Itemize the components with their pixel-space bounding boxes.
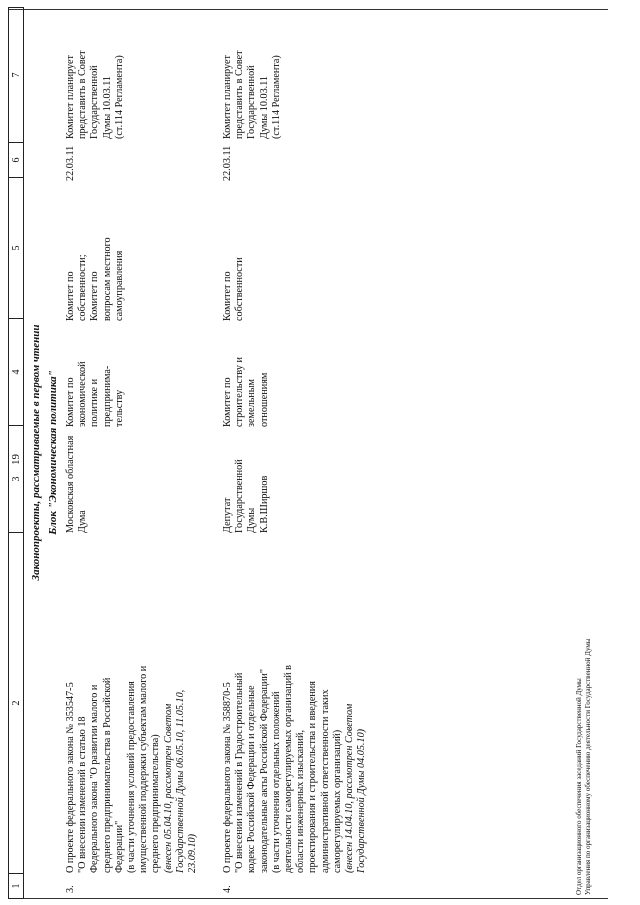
desc-line: О проекте федерального закона № 358870-5 [222,682,233,873]
row-4-description [222,533,368,873]
footer-line: Отдел организационного обеспечения заседаний Государственной Думы [575,678,583,895]
remark-line: Государственной [246,65,258,139]
author-line: Депутат [222,497,233,533]
desc-line: среднего предпринимательства в Российской [101,677,113,873]
remark-line: (ст.114 Регламента) [113,55,125,139]
row-4-co-executors [222,181,246,321]
responsible-line: отношениям [258,372,270,427]
responsible-line: Комитет по [222,377,233,427]
responsible-line: политике и [89,378,101,427]
responsible-line: строительству и [234,357,246,427]
desc-line: (в части уточнения условий предоставления [126,681,138,873]
author-line: Дума [77,510,89,533]
responsible-line: тельству [113,389,125,427]
note-line: 23.09.10) [187,833,199,873]
row-3-date: 22.03.11 [65,145,76,181]
note-line: Государственной Думы 04.05.10) [356,728,368,873]
responsible-line: земельным [246,379,258,427]
author-line: Государственной [234,459,246,533]
desc-line: "О внесении изменений в Градостроительный [234,672,246,873]
footer-line: Управления по организационному обеспечению деятельности Государственной Думы [584,638,592,895]
desc-line: О проекте федерального закона № 353547-5 [65,682,76,873]
row-4-number: 4. [222,885,233,893]
responsible-line: предпринима- [101,365,113,427]
remark-line: Думы 10.03.11 [258,75,270,139]
row-3-responsible-committee [65,321,126,427]
author-line: К.В.Ширшов [258,475,270,533]
row-4-responsible-committee [222,321,271,427]
co-executor-line: Комитет по [89,271,101,321]
author-line: Думы [246,507,258,533]
remark-line: Комитет планирует [65,55,76,139]
desc-line: Федерального закона "О развитии малого и [89,684,101,873]
desc-line: законодательные акты Российской Федерации" [258,668,270,873]
col-4-number: 4 [9,319,24,426]
row-3-number: 3. [65,885,76,893]
desc-line: саморегулируемых организаций) [331,729,343,873]
col-6-number: 6 [9,143,24,178]
remark-line: (ст.114 Регламента) [270,55,282,139]
desc-line: кодекс Российской Федерации и отдельные [246,685,258,873]
remark-line: Государственной [89,65,101,139]
co-executor-line: Комитет по [65,271,76,321]
remark-line: представить в Совет [77,50,89,139]
row-3-description [65,533,199,873]
row-4-author [222,427,271,533]
row-4-date: 22.03.11 [222,145,233,181]
remark-line: Комитет планирует [222,55,233,139]
desc-line: проектирования и строительства и введения [307,681,319,873]
row-3-co-executors [65,181,126,321]
page-number: 19 [10,454,22,465]
desc-line: области инженерных изысканий, [295,730,307,873]
co-executor-line: вопросам местного [101,237,113,321]
desc-line: (в части уточнения отдельных положений [270,691,282,873]
col-1-number: 1 [9,874,24,899]
remark-line: представить в Совет [234,50,246,139]
footer [575,639,593,895]
row-4-remark [222,9,283,139]
desc-line: административной ответственности таких [319,689,331,873]
desc-line: Федерации" [113,820,125,873]
responsible-line: Комитет по [65,377,76,427]
section-title: Законопроекты, рассматриваемые в первом чтении [30,324,42,581]
col-7-number: 7 [9,8,24,143]
row-3-author [65,427,89,533]
col-3-number: 3 [9,426,24,533]
desc-line: имущественной поддержки субъектам малого и [138,665,150,873]
desc-line: "О внесении изменений в статью 18 [77,716,89,873]
author-line: Московская областная [65,435,76,533]
desc-line: среднего предпринимательства) [150,734,162,873]
col-2-number: 2 [9,533,24,874]
co-executor-line: самоуправления [113,250,125,321]
note-line: (внесен 14.04.10, рассмотрен Советом [344,703,356,873]
row-3-remark [65,9,126,139]
block-title: Блок "Экономическая политика" [47,370,59,535]
co-executor-line: Комитет по [222,271,233,321]
responsible-line: экономической [77,361,89,427]
note-line: Государственной Думы 06.05.10, 11.05.10, [174,689,186,873]
col-5-number: 5 [9,178,24,319]
co-executor-line: собственности; [77,254,89,321]
note-line: (внесен 05.04.10, рассмотрен Советом [162,703,174,873]
column-number-header [8,7,24,899]
desc-line: деятельности саморегулируемых организаций в [283,665,295,873]
co-executor-line: собственности [234,257,246,321]
remark-line: Думы 10.03.11 [101,75,113,139]
